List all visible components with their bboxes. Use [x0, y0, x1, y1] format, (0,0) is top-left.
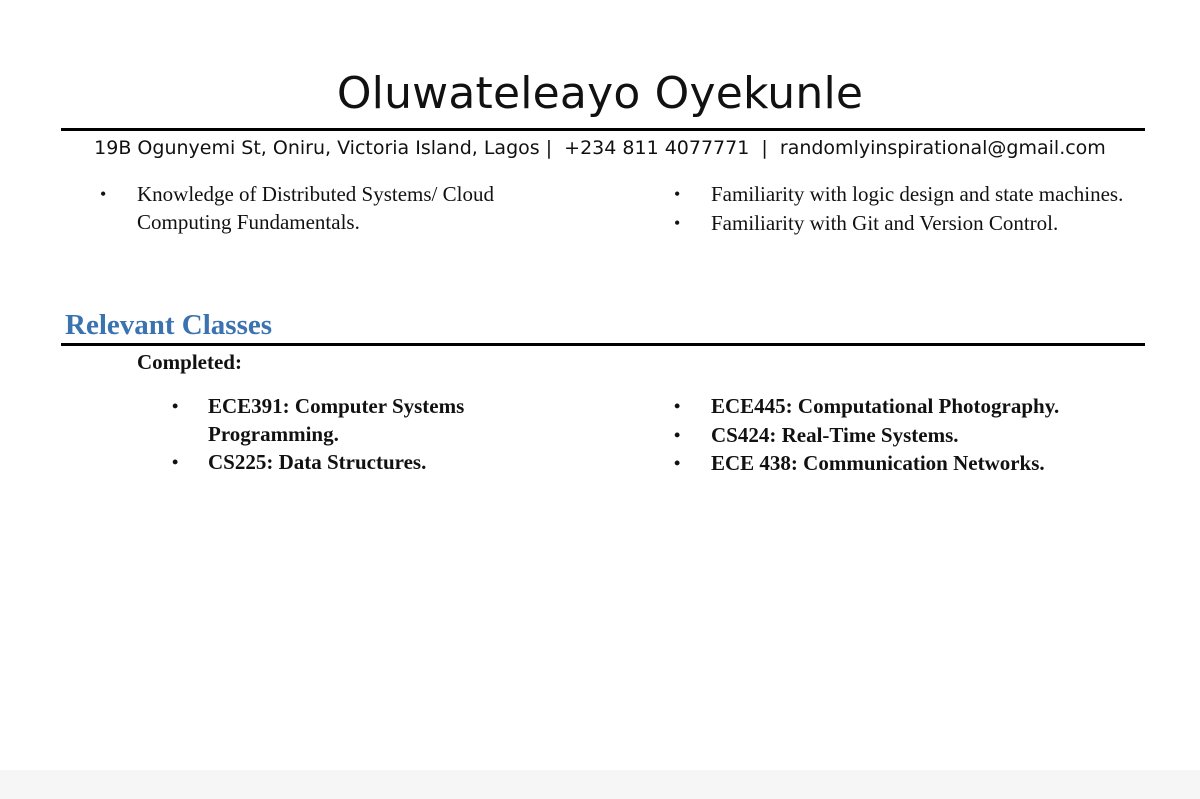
bullet-icon: • [674, 184, 681, 204]
contact-line: 19B Ogunyemi St, Oniru, Victoria Island, Lagos | +234 811 4077771 | randomlyinspirational@gmail.com [94, 137, 1106, 159]
class-text: ECE391: Computer Systems Programming. [208, 394, 465, 446]
bullet-icon: • [172, 396, 179, 416]
list-item [172, 393, 528, 448]
skill-text: Familiarity with logic design and state machines. [711, 182, 1124, 206]
completed-subheading: Completed: [137, 350, 242, 374]
bullet-icon: • [674, 424, 681, 445]
list-item [674, 422, 1131, 450]
list-item [674, 181, 1141, 209]
bullet-icon: • [172, 452, 179, 472]
skill-text: Knowledge of Distributed Systems/ Cloud Computing Fundamentals. [137, 182, 494, 234]
page-bottom-edge [0, 770, 1200, 799]
list-item [674, 450, 1131, 478]
bullet-icon: • [674, 453, 681, 473]
skill-text: Familiarity with Git and Version Control. [711, 210, 1059, 235]
bullet-icon: • [674, 212, 681, 233]
section-divider [61, 343, 1145, 346]
classes-right-column [674, 393, 1131, 479]
class-text: CS424: Real-Time Systems. [711, 422, 959, 447]
list-item [674, 393, 1131, 421]
class-text: ECE 438: Communication Networks. [711, 451, 1045, 475]
section-title-relevant-classes: Relevant Classes [65, 309, 273, 341]
class-text: CS225: Data Structures. [208, 450, 427, 474]
bullet-icon: • [100, 184, 107, 204]
candidate-name: Oluwateleayo Oyekunle [336, 68, 864, 119]
bullet-icon: • [674, 396, 681, 416]
list-item [172, 449, 528, 477]
list-item [674, 210, 1141, 238]
class-text: ECE445: Computational Photography. [711, 394, 1060, 418]
header-divider [61, 128, 1145, 131]
skills-left-column [100, 181, 587, 237]
skills-right-column [674, 181, 1141, 238]
list-item [100, 181, 587, 236]
classes-left-column [172, 393, 528, 478]
